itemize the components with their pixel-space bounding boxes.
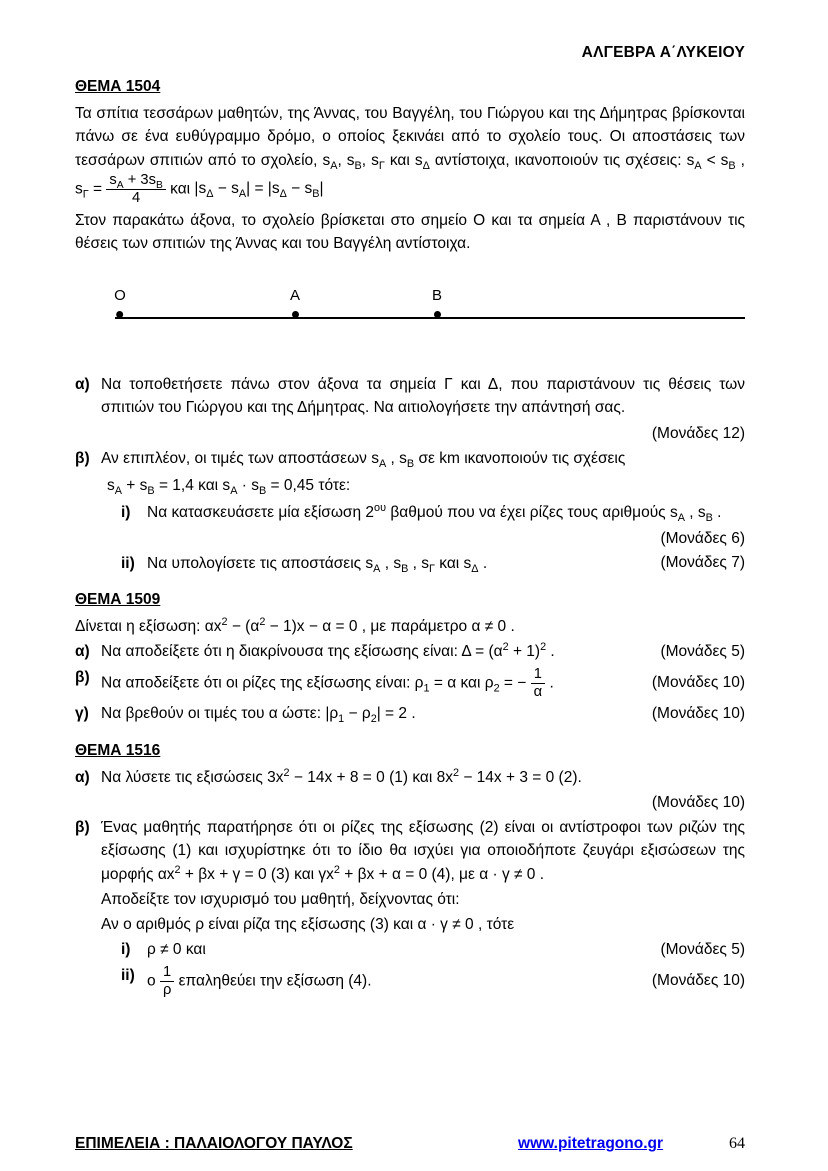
marks: (Μονάδες 5) — [660, 642, 745, 660]
marks: (Μονάδες 6) — [660, 529, 745, 547]
item-text: Αν ο αριθμός ρ είναι ρίζα της εξίσωσης (3) και α · γ ≠ 0 , τότε — [101, 916, 515, 934]
item-text: Να αποδείξετε ότι η διακρίνουσα της εξίσωσης είναι: $\Delta = (\alpha^2 + 1)^2$ . — [101, 641, 555, 661]
marks: (Μονάδες 12) — [651, 424, 745, 442]
subitem-label: i) — [121, 941, 131, 959]
point-label-B: B — [431, 287, 443, 305]
subitem-text: ο $\frac{1}{\rho}$ επαληθεύει την εξίσωση (4). — [147, 963, 372, 998]
page-title: ΑΛΓΕΒΡΑ Α΄ΛΥΚΕΙΟΥ — [581, 44, 745, 61]
item-label: β) — [75, 668, 90, 686]
item-label: α) — [75, 376, 90, 394]
axis-point-B — [432, 285, 442, 318]
subitem-text: Να υπολογίσετε τις αποστάσεις $s_A$ , $s_B$ , $s_\Gamma$ και $s_\Delta$ . — [147, 554, 488, 575]
theme-1516-section — [75, 742, 745, 999]
subitem-1516-b-i — [121, 938, 745, 961]
theme-1504-section — [75, 78, 745, 575]
footer-credit: ΕΠΙΜΕΛΕΙΑ : ΠΑΛΑΙΟΛΟΓΟΥ ΠΑΥΛΟΣ — [75, 1135, 353, 1152]
item-text: Ένας μαθητής παρατήρησε ότι οι ρίζες της εξίσωσης (2) είναι οι αντίστροφοι των ριζών της εξίσωσης (1) και ισχυρίστηκε ότι το ίδιο θα ισχύει για οποιοδήποτε ζευγάρι εξισώσεων της μορφής $\alpha x^2 + \beta x + \gamma = 0$ (3) και $\gamma x^2 + \beta x + \alpha = 0$ (4), με α · γ ≠ 0 . — [101, 819, 745, 883]
point-label-A: A — [289, 287, 301, 305]
point-label-O: O — [114, 287, 126, 305]
marks: (Μονάδες 7) — [660, 554, 745, 572]
subitem-text: ρ ≠ 0 και — [147, 941, 206, 959]
item-1509-b — [75, 666, 745, 701]
theme-1509-section — [75, 591, 745, 726]
subitem-label: ii) — [121, 554, 135, 572]
item-label: β) — [75, 449, 90, 467]
item-1504-b — [75, 447, 745, 575]
theme-1509-heading: ΘΕΜΑ 1509 — [75, 591, 161, 609]
item-1509-a — [75, 640, 745, 663]
theme-1504-heading: ΘΕΜΑ 1504 — [75, 78, 161, 95]
theme-1504-intro: Τα σπίτια τεσσάρων μαθητών, της Άννας, του Βαγγέλη, του Γιώργου και της Δήμητρας βρίσκονται πάνω σε ένα ευθύγραμμο δρόμο, ο οποίος ξεκινάει από το σχολείο τους. Οι αποστάσεις των τεσσάρων σπιτιών από το σχολείο, $s_A$, $s_B$, $s_\Gamma$ και $s_\Delta$ αντίστοιχα, ικανοποιούν τις σχέσεις: $s_A < s_B$ , $s_\Gamma$ = $\frac{s_A + 3s_B}{4}$ και $|s_\Delta - s_A| = |s_\Delta - s_B|$ — [75, 105, 745, 206]
item-label: γ) — [75, 705, 89, 723]
item-text: Αποδείξτε τον ισχυρισμό του μαθητή, δείχνοντας ότι: — [101, 890, 460, 908]
item-text: Να τοποθετήσετε πάνω στον άξονα τα σημεία Γ και Δ, που παριστάνουν τις θέσεις των σπιτιών του Γιώργου και της Δήμητρας. Να αιτιολογήσετε την απάντησή σας. — [101, 376, 745, 417]
item-1516-a — [75, 766, 745, 815]
page-footer — [75, 1135, 745, 1153]
axis-line — [115, 317, 745, 319]
theme-1509-intro: Δίνεται η εξίσωση: $\alpha x^2 - (\alpha^2 - 1)x - \alpha = 0$ , με παράμετρο α ≠ 0 . — [75, 615, 515, 636]
item-label: α) — [75, 768, 90, 786]
marks: (Μονάδες 5) — [660, 941, 745, 959]
item-1509-g — [75, 702, 745, 725]
marks: (Μονάδες 10) — [651, 705, 745, 723]
number-line-diagram — [75, 277, 745, 339]
point-dot — [433, 311, 440, 318]
footer-website-link[interactable]: www.pitetragono.gr — [518, 1135, 663, 1152]
point-dot — [116, 311, 123, 318]
item-text: Να βρεθούν οι τιμές του α ώστε: $|\rho_1 - \rho_2| = 2$ . — [101, 705, 416, 726]
subitem-1504-b-i — [121, 501, 745, 550]
page-number: 64 — [729, 1135, 745, 1152]
item-label: β) — [75, 819, 90, 837]
item-label: α) — [75, 643, 90, 661]
item-text: Να λύσετε τις εξισώσεις $3x^2 - 14x + 8 = 0$ (1) και $8x^2 - 14x + 3 = 0$ (2). — [101, 766, 582, 786]
marks: (Μονάδες 10) — [651, 674, 745, 692]
theme-1504-axis-paragraph: Στον παρακάτω άξονα, το σχολείο βρίσκεται στο σημείο Ο και τα σημεία Α , Β παριστάνουν τις θέσεις των σπιτιών της Άννας και του Βαγγέλη αντίστοιχα. — [75, 211, 745, 252]
point-dot — [291, 311, 298, 318]
subitem-1516-b-ii — [121, 964, 745, 999]
theme-1516-heading: ΘΕΜΑ 1516 — [75, 741, 161, 759]
subitem-text: Να κατασκευάσετε μία εξίσωση $2^{o\upsilon}$ βαθμού που να έχει ρίζες τους αριθμούς $s_A$ , $s_B$ . — [147, 502, 722, 525]
marks: (Μονάδες 10) — [651, 793, 745, 811]
axis-point-A — [290, 285, 300, 318]
subitem-label: i) — [121, 504, 131, 522]
item-1504-a — [75, 373, 745, 445]
subitem-label: ii) — [121, 966, 135, 984]
marks: (Μονάδες 10) — [651, 972, 745, 990]
item-1516-b — [75, 816, 745, 998]
equation-line: $s_A + s_B = 1,4$ και $s_A \cdot s_B = 0,45$ τότε: — [107, 477, 351, 498]
item-text: Να αποδείξετε ότι οι ρίζες της εξίσωσης είναι: $\rho_1 = \alpha$ και $\rho_2$ = − $\frac{1}{\alpha}$ . — [101, 665, 554, 700]
subitem-1504-b-ii — [121, 552, 745, 575]
axis-point-O — [114, 285, 126, 318]
item-text: Αν επιπλέον, οι τιμές των αποστάσεων $s_A$ , $s_B$ σε km ικανοποιούν τις σχέσεις — [101, 449, 626, 470]
